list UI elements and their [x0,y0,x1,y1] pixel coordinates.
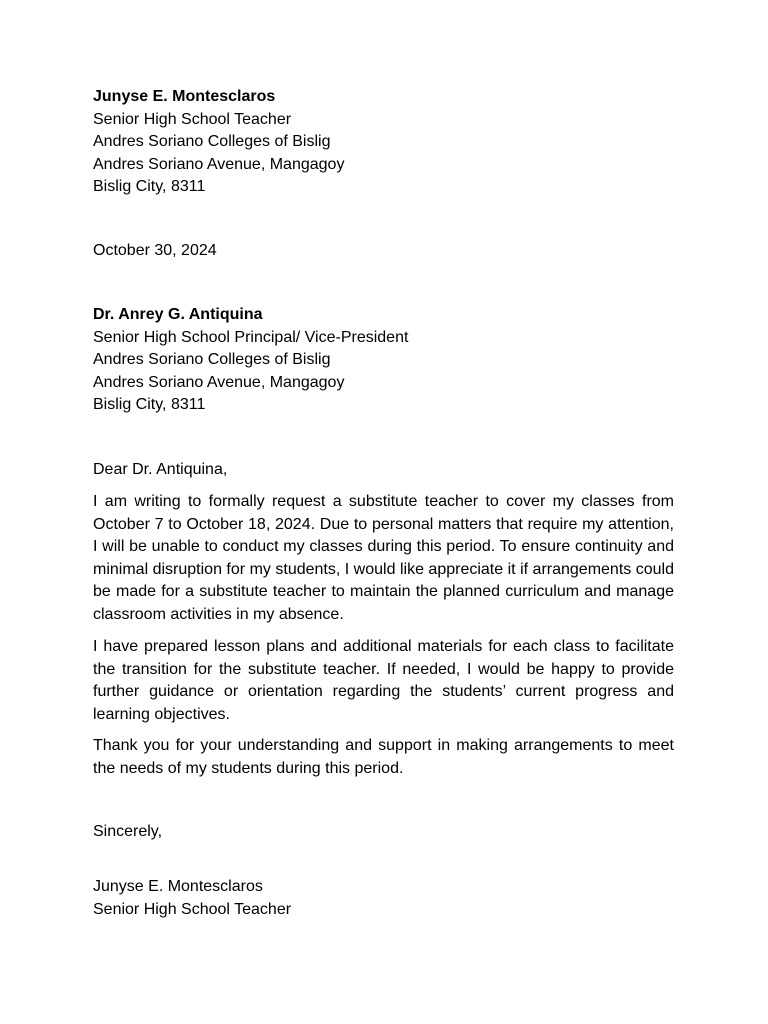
sender-city: Bislig City, 8311 [93,178,206,195]
recipient-address-block [93,304,674,417]
signature-block [93,876,674,921]
closing-block [93,821,674,844]
closing: Sincerely, [93,823,163,840]
body-paragraph-2: I have prepared lesson plans and additional materials for each class to facilitate the transition for the substitute teacher. If needed, I would be happy to provide further guidance or orientation regarding the students’ current progress and learning objectives. [93,638,674,723]
sender-street: Andres Soriano Avenue, Mangagoy [93,155,345,173]
letter-date: October 30, 2024 [93,242,217,259]
recipient-institution: Andres Soriano Colleges of Bislig [93,351,331,368]
recipient-name: Dr. Anrey G. Antiquina [93,306,263,323]
sender-address-block [93,86,674,199]
sender-institution: Andres Soriano Colleges of Bislig [93,133,331,150]
salutation-block [93,459,674,482]
letter-date-block [93,240,674,263]
sender-title: Senior High School Teacher [93,110,292,128]
signature-name: Junyse E. Montesclaros [93,878,263,895]
sender-name: Junyse E. Montesclaros [93,88,276,105]
recipient-city: Bislig City, 8311 [93,396,206,413]
body-paragraph-1: I am writing to formally request a substitute teacher to cover my classes from October 7 to October 18, 2024. Due to personal matters that require my attention, I will be unable to conduct my classes during this period. To ensure continuity and minimal disruption for my students, I would like appreciate it if arrangements could be made for a substitute teacher to maintain the planned curriculum and manage classroom activities in my absence. [93,493,674,623]
salutation: Dear Dr. Antiquina, [93,461,228,478]
signature-title: Senior High School Teacher [93,900,292,918]
recipient-street: Andres Soriano Avenue, Mangagoy [93,373,345,391]
body-paragraph-3: Thank you for your understanding and support in making arrangements to meet the needs of my students during this period. [93,737,674,777]
recipient-title: Senior High School Principal/ Vice-President [93,328,409,346]
